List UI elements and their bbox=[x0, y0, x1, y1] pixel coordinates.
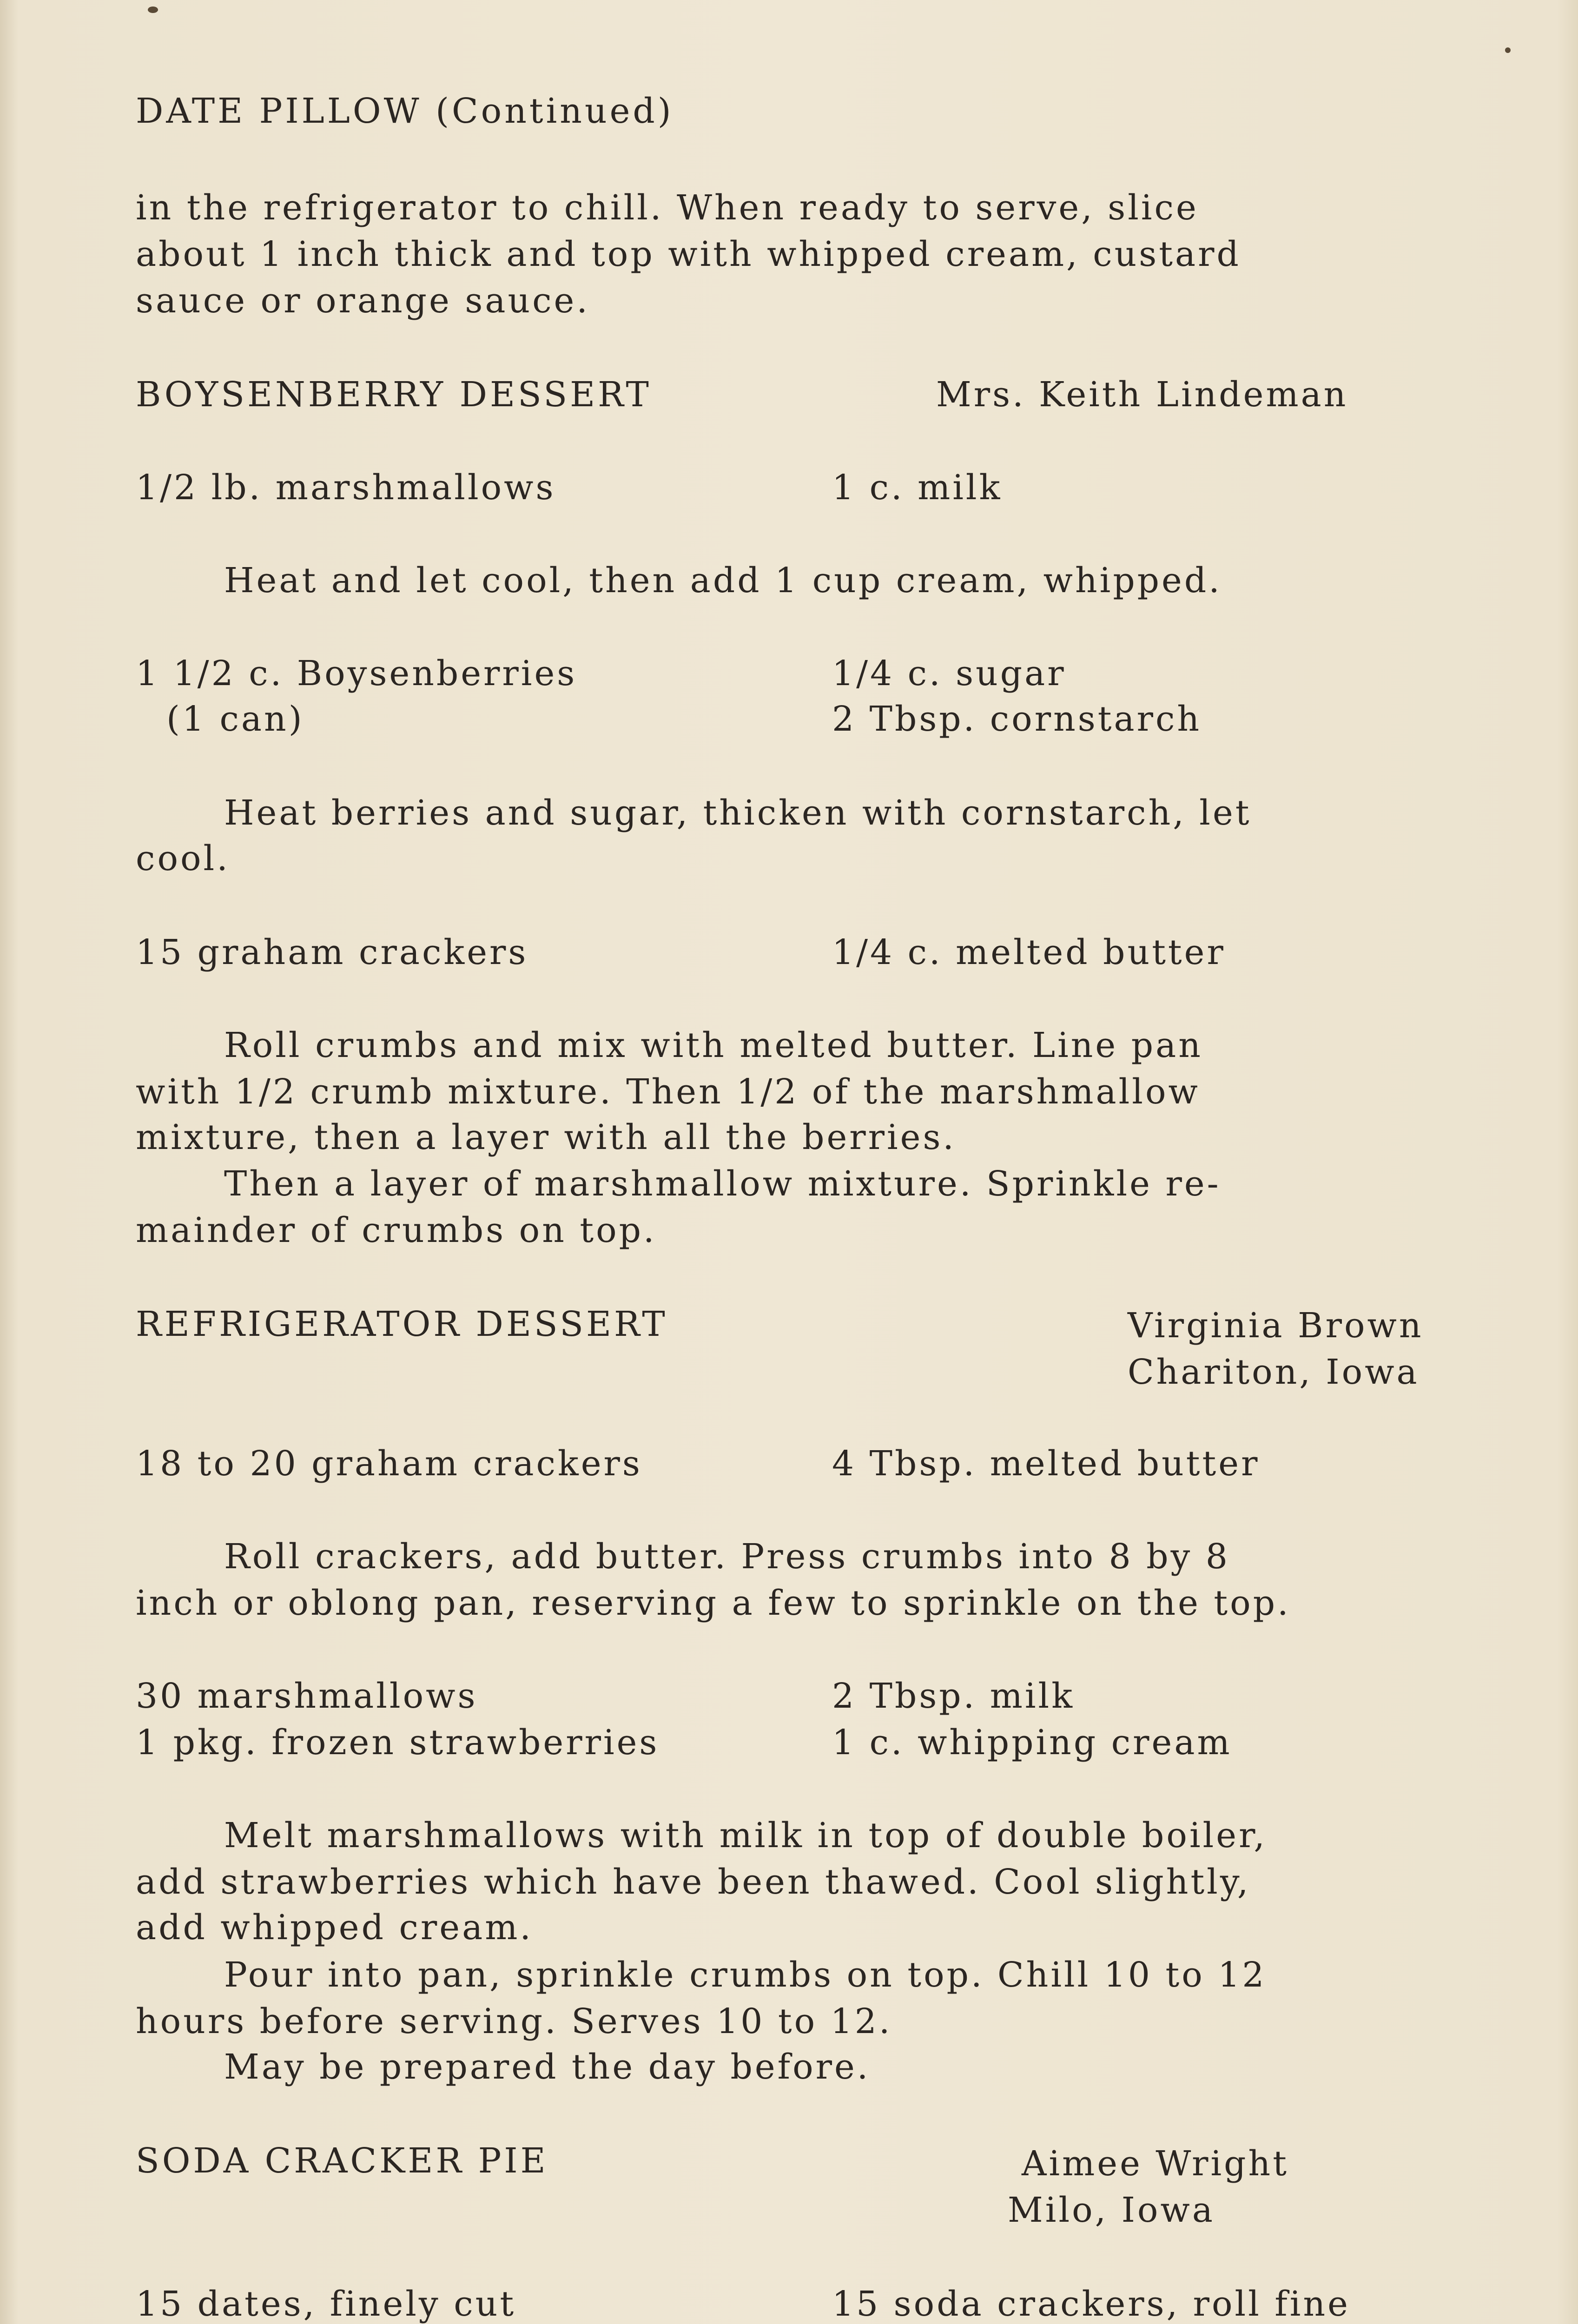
soda-cracker-author: Aimee Wright bbox=[1022, 2144, 1289, 2184]
boysenberry-ingredient: 1/2 lb. marshmallows bbox=[136, 468, 556, 508]
boysenberry-title: BOYSENBERRY DESSERT bbox=[136, 375, 652, 415]
refrigerator-step-2: add strawberries which have been thawed. Cool slightly, bbox=[136, 1862, 1251, 1902]
refrigerator-step-1: inch or oblong pan, reserving a few to sprinkle on the top. bbox=[136, 1583, 1291, 1623]
refrigerator-step-1: Roll crackers, add butter. Press crumbs into 8 by 8 bbox=[224, 1537, 1230, 1577]
soda-cracker-ingredient: 15 soda crackers, roll fine bbox=[832, 2284, 1350, 2324]
boysenberry-ingredient: 1 1/2 c. Boysenberries bbox=[136, 654, 577, 693]
boysenberry-step-3: mixture, then a layer with all the berries. bbox=[136, 1117, 956, 1157]
paper-speck bbox=[1505, 47, 1511, 53]
boysenberry-ingredient: 1/4 c. sugar bbox=[832, 654, 1066, 693]
boysenberry-ingredient: 1 c. milk bbox=[832, 468, 1003, 508]
refrigerator-author: Virginia Brown bbox=[1128, 1306, 1424, 1346]
date-pillow-text-2: about 1 inch thick and top with whipped cream, custard bbox=[136, 234, 1241, 274]
date-pillow-text-1: in the refrigerator to chill. When ready to serve, slice bbox=[136, 188, 1199, 228]
soda-cracker-title: SODA CRACKER PIE bbox=[136, 2141, 548, 2181]
refrigerator-ingredient: 4 Tbsp. melted butter bbox=[832, 1444, 1260, 1484]
boysenberry-step-2: Heat berries and sugar, thicken with cornstarch, let bbox=[224, 793, 1252, 833]
refrigerator-ingredient: 1 c. whipping cream bbox=[832, 1723, 1232, 1763]
boysenberry-step-3: with 1/2 crumb mixture. Then 1/2 of the marshmallow bbox=[136, 1072, 1200, 1112]
boysenberry-step-3: mainder of crumbs on top. bbox=[136, 1210, 657, 1250]
boysenberry-ingredient-note: (1 can) bbox=[166, 699, 304, 739]
paper-speck bbox=[148, 7, 158, 13]
soda-cracker-author-location: Milo, Iowa bbox=[1008, 2190, 1215, 2230]
soda-cracker-ingredient: 15 dates, finely cut bbox=[136, 2284, 516, 2324]
boysenberry-ingredient: 15 graham crackers bbox=[136, 932, 528, 972]
heading-date-pillow: DATE PILLOW (Continued) bbox=[136, 91, 674, 131]
refrigerator-step-2: add whipped cream. bbox=[136, 1908, 533, 1948]
boysenberry-step-3: Roll crumbs and mix with melted butter. Line pan bbox=[224, 1025, 1203, 1065]
boysenberry-author: Mrs. Keith Lindeman bbox=[936, 375, 1348, 415]
boysenberry-step-1: Heat and let cool, then add 1 cup cream, whipped. bbox=[224, 561, 1222, 601]
boysenberry-ingredient: 2 Tbsp. cornstarch bbox=[832, 699, 1202, 739]
refrigerator-step-2: Melt marshmallows with milk in top of double boiler, bbox=[224, 1816, 1267, 1855]
boysenberry-step-2: cool. bbox=[136, 838, 230, 878]
refrigerator-author-location: Chariton, Iowa bbox=[1128, 1352, 1420, 1392]
refrigerator-step-2: May be prepared the day before. bbox=[224, 2047, 871, 2087]
boysenberry-step-3: Then a layer of marshmallow mixture. Sprinkle re- bbox=[224, 1164, 1221, 1204]
date-pillow-text-3: sauce or orange sauce. bbox=[136, 281, 590, 321]
refrigerator-step-2: Pour into pan, sprinkle crumbs on top. Chill 10 to 12 bbox=[224, 1955, 1267, 1995]
refrigerator-ingredient: 30 marshmallows bbox=[136, 1676, 478, 1716]
refrigerator-ingredient: 2 Tbsp. milk bbox=[832, 1676, 1075, 1716]
refrigerator-ingredient: 1 pkg. frozen strawberries bbox=[136, 1723, 660, 1763]
boysenberry-ingredient: 1/4 c. melted butter bbox=[832, 932, 1226, 972]
refrigerator-title: REFRIGERATOR DESSERT bbox=[136, 1304, 668, 1344]
refrigerator-ingredient: 18 to 20 graham crackers bbox=[136, 1444, 642, 1484]
refrigerator-step-2: hours before serving. Serves 10 to 12. bbox=[136, 2001, 892, 2041]
